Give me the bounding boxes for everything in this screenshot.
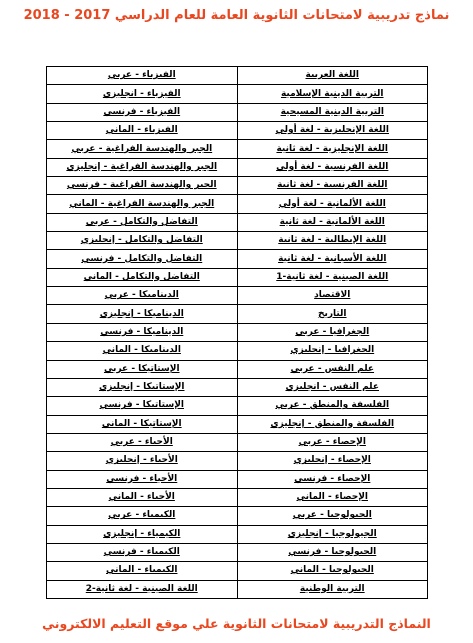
subject-link[interactable]: التفاضل والتكامل - الماني	[47, 268, 238, 286]
subject-link[interactable]: الجيولوجيا - الماني	[237, 562, 428, 580]
subject-link[interactable]: الديناميكا - الماني	[47, 342, 238, 360]
subject-link[interactable]: الكيمياء - الماني	[47, 562, 238, 580]
subject-link[interactable]: الجيولوجيا - فرنسي	[237, 543, 428, 561]
subject-link[interactable]: اللغة الصينية - لغة ثانية-1	[237, 268, 428, 286]
subject-link[interactable]: الجبر والهندسة الفراغية - الماني	[47, 195, 238, 213]
subject-link[interactable]: الإستاتيكا - عربي	[47, 360, 238, 378]
table-row	[47, 562, 428, 580]
subject-link[interactable]: الديناميكا - فرنسي	[47, 323, 238, 341]
subjects-table-body	[47, 67, 428, 599]
subject-link[interactable]: اللغة الإيطالية - لغة ثانية	[237, 232, 428, 250]
table-row	[47, 580, 428, 598]
subject-link[interactable]: التفاضل والتكامل - فرنسي	[47, 250, 238, 268]
subject-link[interactable]: الفيزياء - عربي	[47, 67, 238, 85]
subject-link[interactable]: الديناميكا - عربي	[47, 287, 238, 305]
subject-link[interactable]: الجيولوجيا - عربي	[237, 507, 428, 525]
table-row	[47, 140, 428, 158]
table-row	[47, 213, 428, 231]
table-row	[47, 195, 428, 213]
table-row	[47, 360, 428, 378]
table-row	[47, 323, 428, 341]
subject-link[interactable]: الديناميكا - إنجليزي	[47, 305, 238, 323]
table-row	[47, 250, 428, 268]
subject-link[interactable]: التفاضل والتكامل - عربي	[47, 213, 238, 231]
subject-link[interactable]: الإستاتيكا - الماني	[47, 415, 238, 433]
subject-link[interactable]: الفلسفة والمنطق - إنجليزي	[237, 415, 428, 433]
table-row	[47, 103, 428, 121]
subject-link[interactable]: التاريخ	[237, 305, 428, 323]
subject-link[interactable]: الجبر والهندسة الفراغية - عربي	[47, 140, 238, 158]
subject-link[interactable]: اللغة العربية	[237, 67, 428, 85]
subject-link[interactable]: اللغة الألمانية - لغة ثانية	[237, 213, 428, 231]
subject-link[interactable]: الأحياء - عربي	[47, 433, 238, 451]
table-row	[47, 543, 428, 561]
subject-link[interactable]: الإحصاء - إنجليزي	[237, 452, 428, 470]
subject-link[interactable]: الجغرافيا - إنجليزي	[237, 342, 428, 360]
table-row	[47, 507, 428, 525]
table-row	[47, 232, 428, 250]
table-row	[47, 67, 428, 85]
subject-link[interactable]: الأحياء - الماني	[47, 488, 238, 506]
table-row	[47, 452, 428, 470]
table-row	[47, 85, 428, 103]
subject-link[interactable]: الإستاتيكا - فرنسي	[47, 397, 238, 415]
subject-link[interactable]: الجبر والهندسة الفراغية - إنجليزي	[47, 158, 238, 176]
table-row	[47, 488, 428, 506]
subject-link[interactable]: الإحصاء - فرنسي	[237, 470, 428, 488]
table-row	[47, 525, 428, 543]
subject-link[interactable]: اللغة الفرنسية - لغة أولي	[237, 158, 428, 176]
subjects-table	[46, 66, 428, 599]
subject-link[interactable]: التفاضل والتكامل - إنجليزي	[47, 232, 238, 250]
subject-link[interactable]: علم النفس - انجليزي	[237, 378, 428, 396]
subject-link[interactable]: الإحصاء - عربي	[237, 433, 428, 451]
subject-link[interactable]: الجيولوجيا - إنجليزي	[237, 525, 428, 543]
table-row	[47, 268, 428, 286]
subject-link[interactable]: الإحصاء - الماني	[237, 488, 428, 506]
footer-title: النماذج التدريبية لامتحانات الثانوية علي موقع التعليم الالكتروني	[42, 616, 431, 631]
subject-link[interactable]: الفيزياء - الماني	[47, 122, 238, 140]
subject-link[interactable]: الكيمياء - فرنسي	[47, 543, 238, 561]
subject-link[interactable]: اللغة الأسبانية - لغة ثانية	[237, 250, 428, 268]
table-row	[47, 342, 428, 360]
table-row	[47, 415, 428, 433]
subject-link[interactable]: الفلسفة والمنطق - عربي	[237, 397, 428, 415]
subject-link[interactable]: التربية الدينية المسيحية	[237, 103, 428, 121]
subject-link[interactable]: اللغة الألمانية - لغة أولي	[237, 195, 428, 213]
table-row	[47, 287, 428, 305]
subject-link[interactable]: الجغرافيا - عربي	[237, 323, 428, 341]
table-row	[47, 433, 428, 451]
table-row	[47, 305, 428, 323]
subject-link[interactable]: التربية الدينية الإسلامية	[237, 85, 428, 103]
subject-link[interactable]: الأحياء - إنجليزي	[47, 452, 238, 470]
subject-link[interactable]: الاقتصاد	[237, 287, 428, 305]
subject-link[interactable]: اللغة الصينية - لغة ثانية-2	[47, 580, 238, 598]
table-row	[47, 397, 428, 415]
subject-link[interactable]: الأحياء - فرنسي	[47, 470, 238, 488]
table-row	[47, 470, 428, 488]
subject-link[interactable]: الفيزياء - انجليزي	[47, 85, 238, 103]
subject-link[interactable]: اللغة الفرنسية - لغة ثانية	[237, 177, 428, 195]
table-row	[47, 177, 428, 195]
table-row	[47, 122, 428, 140]
subject-link[interactable]: الكيمياء - إنجليزي	[47, 525, 238, 543]
subject-link[interactable]: الإستاتيكا - إنجليزي	[47, 378, 238, 396]
subject-link[interactable]: التربية الوطنية	[237, 580, 428, 598]
table-row	[47, 378, 428, 396]
subject-link[interactable]: علم النفس - عربي	[237, 360, 428, 378]
subject-link[interactable]: الجبر والهندسة الفراغية - فرنسي	[47, 177, 238, 195]
table-row	[47, 158, 428, 176]
subject-link[interactable]: اللغة الإنجليزية - لغة أولي	[237, 122, 428, 140]
subject-link[interactable]: اللغة الإنجليزية - لغة ثانية	[237, 140, 428, 158]
subject-link[interactable]: الفيزياء - فرنسي	[47, 103, 238, 121]
subject-link[interactable]: الكيمياء - عربي	[47, 507, 238, 525]
subjects-table-container	[46, 66, 428, 599]
page-title: نماذج تدريبية لامتحانات الثانوية العامة للعام الدراسي 2017 - 2018	[23, 8, 450, 23]
